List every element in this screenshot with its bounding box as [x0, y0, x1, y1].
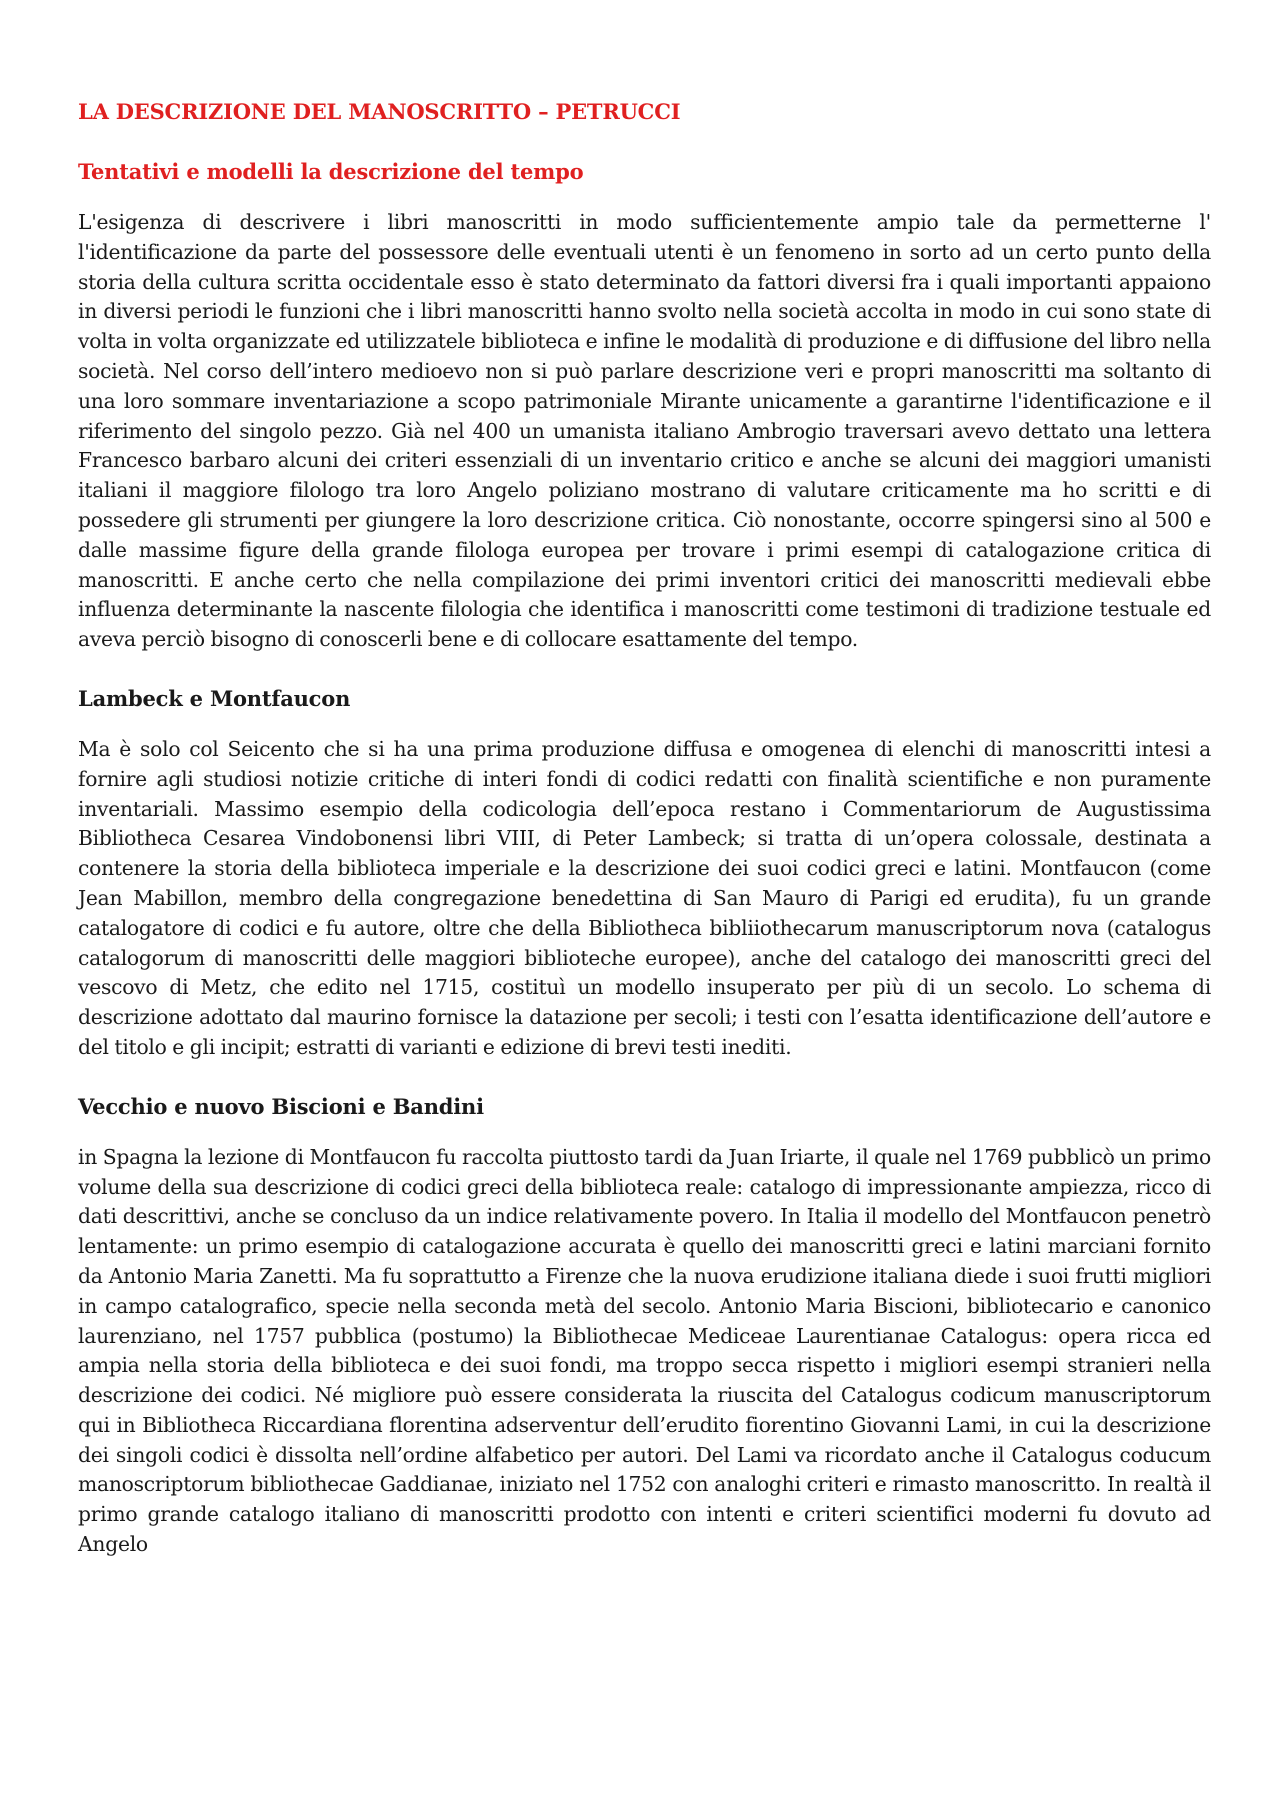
- section-paragraph: L'esigenza di descrivere i libri manoscritti in modo sufficientemente ampio tale da permetterne l' l'identificazione da parte del possessore delle eventuali utenti è un fenomeno in sorto ad un certo punto della storia della cultura scritta occidentale esso è stato determinato da fattori diversi fra i quali importanti appaiono in diversi periodi le funzioni che i libri manoscritti hanno svolto nella società accolta in modo in cui sono state di volta in volta organizzate ed utilizzatele biblioteca e infine le modalità di produzione e di diffusione del libro nella società. Nel corso dell’intero medioevo non si può parlare descrizione veri e propri manoscritti ma soltanto di una loro sommare inventariazione a scopo patrimoniale Mirante unicamente a garantirne l'identificazione e il riferimento del singolo pezzo. Già nel 400 un umanista italiano Ambrogio traversari avevo dettato una lettera Francesco barbaro alcuni dei criteri essenziali di un inventario critico e anche se alcuni dei maggiori umanisti italiani il maggiore filologo tra loro Angelo poliziano mostrano di valutare criticamente ma ho scritti e di possedere gli strumenti per giungere la loro descrizione critica. Ciò nonostante, occorre spingersi sino al 500 e dalle massime figure della grande filologa europea per trovare i primi esempi di catalogazione critica di manoscritti. E anche certo che nella compilazione dei primi inventori critici dei manoscritti medievali ebbe influenza determinante la nascente filologia che identifica i manoscritti come testimoni di tradizione testuale ed aveva perciò bisogno di conoscerli bene e di collocare esattamente del tempo.: [78, 210, 1211, 652]
- section-lambeck: [78, 685, 1211, 1063]
- section-paragraph: in Spagna la lezione di Montfaucon fu raccolta piuttosto tardi da Juan Iriarte, il quale nel 1769 pubblicò un primo volume della sua descrizione di codici greci della biblioteca reale: catalogo di impressionante ampiezza, ricco di dati descrittivi, anche se concluso da un indice relativamente povero. In Italia il modello del Montfaucon penetrò lentamente: un primo esempio di catalogazione accurata è quello dei manoscritti greci e latini marciani fornito da Antonio Maria Zanetti. Ma fu soprattutto a Firenze che la nuova erudizione italiana diede i suoi frutti migliori in campo catalografico, specie nella seconda metà del secolo. Antonio Maria Biscioni, bibliotecario e canonico laurenziano, nel 1757 pubblica (postumo) la Bibliothecae Mediceae Laurentianae Catalogus: opera ricca ed ampia nella storia della biblioteca e dei suoi fondi, ma troppo secca rispetto i migliori esempi stranieri nella descrizione dei codici. Né migliore può essere considerata la riuscita del Catalogus codicum manuscriptorum qui in Bibliotheca Riccardiana florentina adserventur dell’erudito fiorentino Giovanni Lami, in cui la descrizione dei singoli codici è dissolta nell’ordine alfabetico per autori. Del Lami va ricordato anche il Catalogus coducum manoscriptorum bibliothecae Gaddianae, iniziato nel 1752 con analoghi criteri e rimasto manoscritto. In realtà il primo grande catalogo italiano di manoscritti prodotto con intenti e criteri scientifici moderni fu dovuto ad Angelo: [78, 1144, 1211, 1557]
- document-page: [78, 98, 1211, 1590]
- document-title: LA DESCRIZIONE DEL MANOSCRITTO – PETRUCCI: [78, 99, 681, 124]
- section-heading: Tentativi e modelli la descrizione del tempo: [78, 159, 584, 184]
- section-tentativi: [78, 158, 1211, 655]
- section-heading: Lambeck e Montfaucon: [78, 685, 351, 711]
- section-paragraph: Ma è solo col Seicento che si ha una prima produzione diffusa e omogenea di elenchi di manoscritti intesi a fornire agli studiosi notizie critiche di interi fondi di codici redatti con finalità scientifiche e non puramente inventariali. Massimo esempio della codicologia dell’epoca restano i Commentariorum de Augustissima Bibliotheca Cesarea Vindobonensi libri VIII, di Peter Lambeck; si tratta di un’opera colossale, destinata a contenere la storia della biblioteca imperiale e la descrizione dei suoi codici greci e latini. Montfaucon (come Jean Mabillon, membro della congregazione benedettina di San Mauro di Parigi ed erudita), fu un grande catalogatore di codici e fu autore, oltre che della Bibliotheca bibliiothecarum manuscriptorum nova (catalogus catalogorum di manoscritti delle maggiori biblioteche europee), anche del catalogo dei manoscritti greci del vescovo di Metz, che edito nel 1715, costituì un modello insuperato per più di un secolo. Lo schema di descrizione adottato dal maurino fornisce la datazione per secoli; i testi con l’esatta identificazione dell’autore e del titolo e gli incipit; estratti di varianti e edizione di brevi testi inediti.: [78, 736, 1211, 1059]
- section-heading: Vecchio e nuovo Biscioni e Bandini: [78, 1093, 484, 1119]
- section-biscioni: [78, 1093, 1211, 1560]
